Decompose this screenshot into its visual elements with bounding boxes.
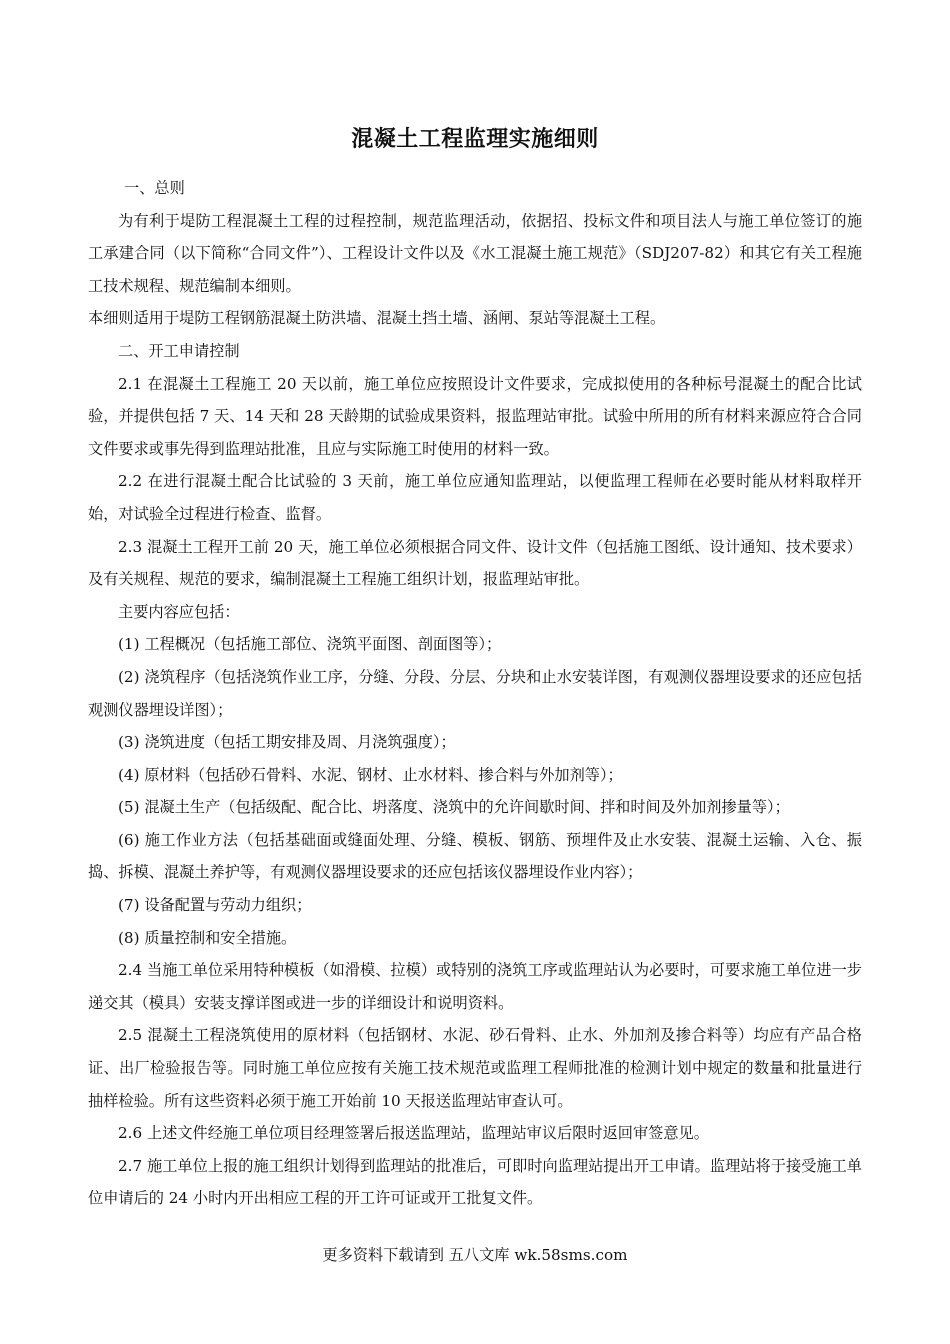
main-contents-label: 主要内容应包括： <box>118 602 240 621</box>
list-item: (4) 原材料（包括砂石骨料、水泥、钢材、止水材料、掺合料与外加剂等）； <box>118 765 623 784</box>
page-footer: 更多资料下载请到 五八文库 wk.58sms.com <box>322 1246 628 1264</box>
document-body <box>88 172 862 1215</box>
list-item: (2) 浇筑程序（包括浇筑作业工序，分缝、分段、分层、分块和止水安装详图，有观测仪器埋设要求的还应包括观测仪器埋设详图）； <box>88 667 862 719</box>
clause-2-2: 2.2 在进行混凝土配合比试验的 3 天前，施工单位应通知监理站，以便监理工程师在必要时能从材料取样开始，对试验全过程进行检查、监督。 <box>88 472 862 523</box>
list-item: (3) 浇筑进度（包括工期安排及周、月浇筑强度）； <box>118 733 456 752</box>
list-item: (7) 设备配置与劳动力组织； <box>118 896 312 915</box>
clause-2-7: 2.7 施工单位上报的施工组织计划得到监理站的批准后，可即时向监理站提出开工申请。监理站将于接受施工单位申请后的 24 小时内开出相应工程的开工许可证或开工批复文件。 <box>88 1156 862 1208</box>
document-title: 混凝土工程监理实施细则 <box>351 126 599 152</box>
paragraph: 为有利于堤防工程混凝土工程的过程控制，规范监理活动，依据招、投标文件和项目法人与施工单位签订的施工承建合同（以下简称“合同文件”）、工程设计文件以及《水工混凝土施工规范》（SDJ207-82）和其它有关工程施工技术规程、规范编制本细则。 <box>88 211 862 295</box>
list-item: (6) 施工作业方法（包括基础面或缝面处理、分缝、模板、钢筋、预埋件及止水安装、混凝土运输、入仓、振捣、拆模、混凝土养护等，有观测仪器埋设要求的还应包括该仪器埋设作业内容）； <box>88 830 862 882</box>
clause-2-1: 2.1 在混凝土工程施工 20 天以前，施工单位应按照设计文件要求，完成拟使用的各种标号混凝土的配合比试验，并提供包括 7 天、14 天和 28 天龄期的试验成果资料，报监理站审批。试验中所用的所有材料来源应符合合同文件要求或事先得到监理站批准，且应与实际施工时使用的材料一致。 <box>88 374 862 458</box>
clause-2-4: 2.4 当施工单位采用特种模板（如滑模、拉模）或特别的浇筑工序或监理站认为必要时，可要求施工单位进一步递交其（模具）安装支撑详图或进一步的详细设计和说明资料。 <box>88 961 862 1012</box>
clause-2-3: 2.3 混凝土工程开工前 20 天，施工单位必须根据合同文件、设计文件（包括施工图纸、设计通知、技术要求）及有关规程、规范的要求，编制混凝土工程施工组织计划，报监理站审批。 <box>88 537 862 589</box>
section-heading-general: 一、总则 <box>124 179 185 197</box>
list-item: (8) 质量控制和安全措施。 <box>118 928 297 947</box>
list-item: (1) 工程概况（包括施工部位、浇筑平面图、剖面图等）； <box>118 635 502 654</box>
clause-2-5: 2.5 混凝土工程浇筑使用的原材料（包括钢材、水泥、砂石骨料、止水、外加剂及掺合料等）均应有产品合格证、出厂检验报告等。同时施工单位应按有关施工技术规范或监理工程师批准的检测计划中规定的数量和批量进行抽样检验。所有这些资料必须于施工开始前 10 天报送监理站审查认可。 <box>88 1026 862 1110</box>
list-item: (5) 混凝土生产（包括级配、配合比、坍落度、浇筑中的允许间歇时间、拌和时间及外加剂掺量等）； <box>118 798 790 817</box>
section-heading-start-application: 二、开工申请控制 <box>118 341 240 360</box>
paragraph: 本细则适用于堤防工程钢筋混凝土防洪墙、混凝土挡土墙、涵闸、泵站等混凝土工程。 <box>88 309 666 328</box>
clause-2-6: 2.6 上述文件经施工单位项目经理签署后报送监理站，监理站审议后限时返回审签意见。 <box>118 1124 709 1143</box>
